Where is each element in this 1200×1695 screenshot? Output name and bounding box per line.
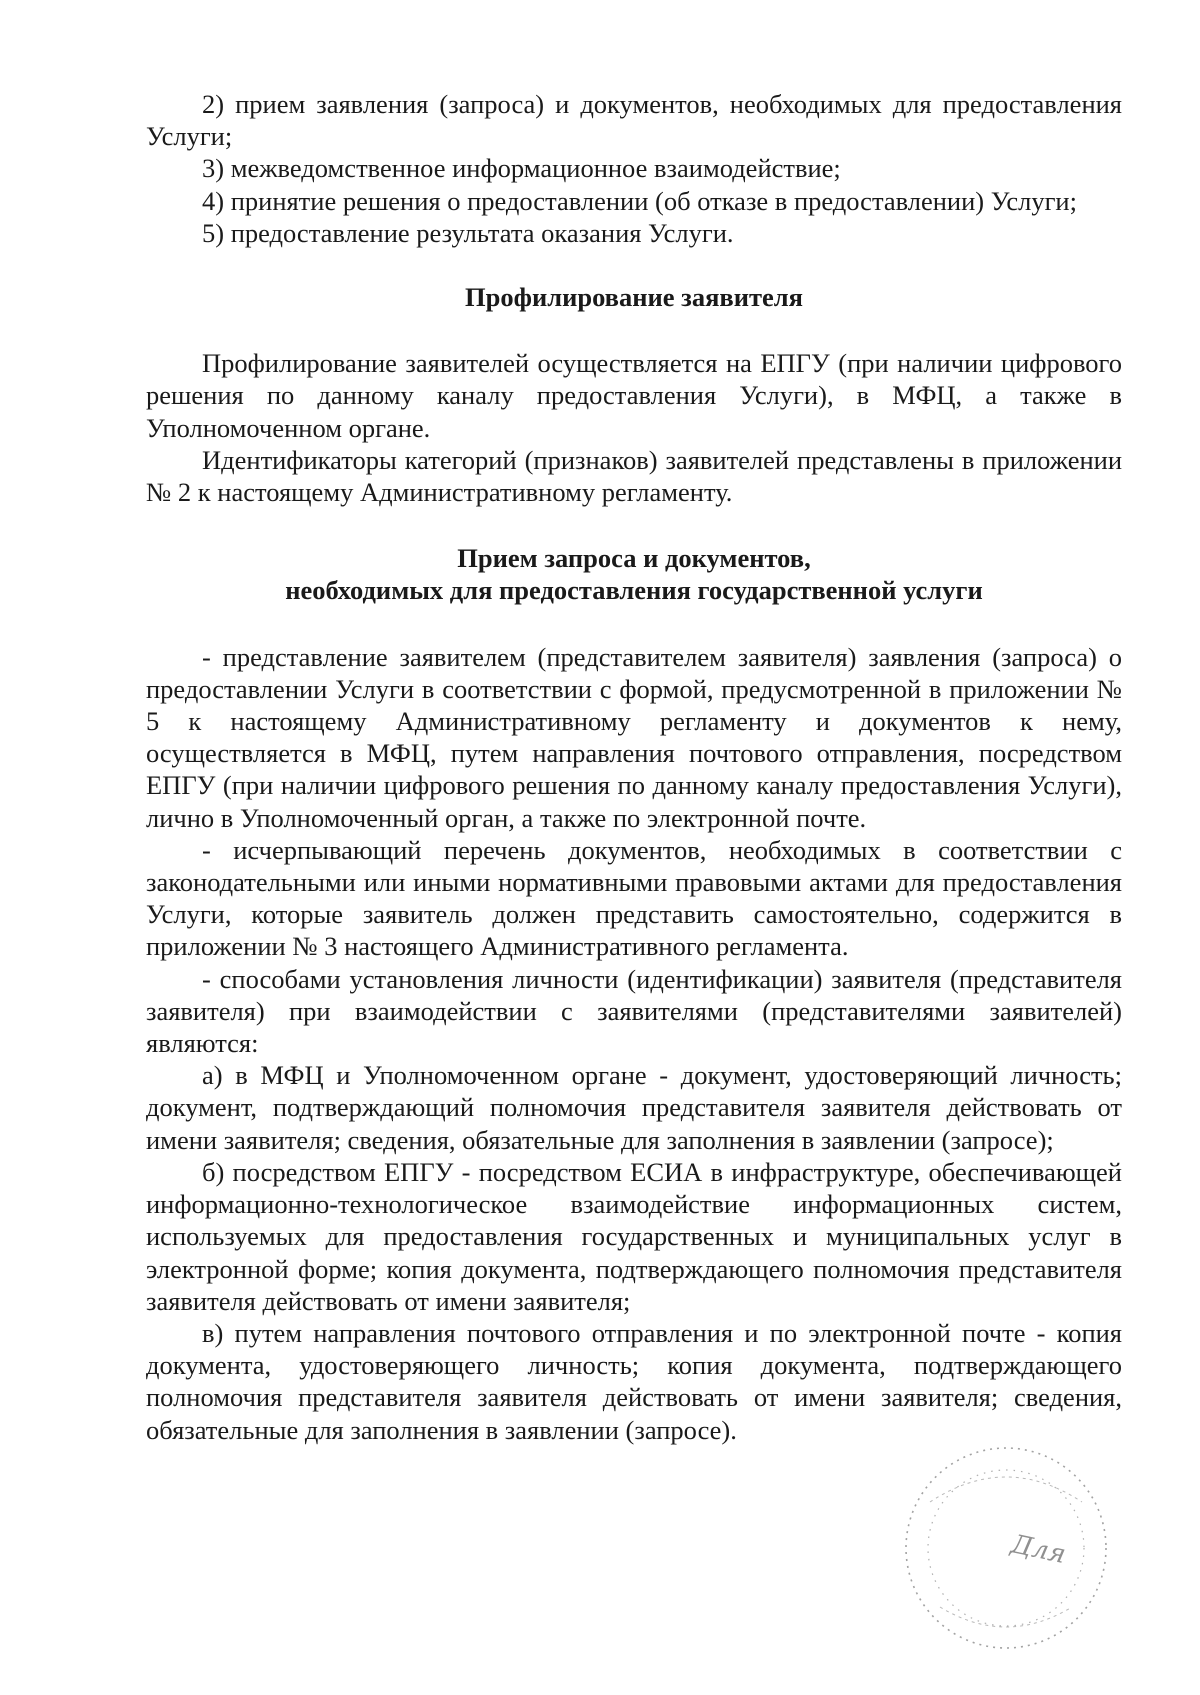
paragraph-profiling-identifiers: Идентификаторы категорий (признаков) заявителей представлены в приложении № 2 к настоящему Административному регламенту. xyxy=(146,444,1122,508)
section-heading-request-line-2: необходимых для предоставления государственной услуги xyxy=(285,575,983,606)
list-item-step-3: 3) межведомственное информационное взаимодействие; xyxy=(202,153,841,184)
list-item-step-2: 2) прием заявления (запроса) и документов, необходимых для предоставления Услуги; xyxy=(146,89,1122,152)
paragraph-method-b: б) посредством ЕПГУ - посредством ЕСИА в инфраструктуре, обеспечивающей информационно-технологическое взаимодействие информационных систем, используемых для предоставления государственных и муниципальных услуг в электронной форме; копия документа, подтверждающего полномочия представителя заявителя действовать от имени заявителя; xyxy=(146,1156,1122,1316)
paragraph-document-list: - исчерпывающий перечень документов, необходимых в соответствии с законодательными или иными нормативными правовыми актами для предоставления Услуги, которые заявитель должен представить самостоятельно, содержится в приложении № 3 настоящего Административного регламента. xyxy=(146,834,1122,962)
paragraph-method-a: а) в МФЦ и Уполномоченном органе - документ, удостоверяющий личность; документ, подтверждающий полномочия представителя заявителя действовать от имени заявителя; сведения, обязательные для заполнения в заявлении (запросе); xyxy=(146,1060,1122,1155)
svg-text:Для: Для xyxy=(1008,1529,1069,1571)
document-page xyxy=(146,88,1122,1446)
paragraph-request-submission: - представление заявителем (представителем заявителя) заявления (запроса) о предоставлении Услуги в соответствии с формой, предусмотренной в приложении № 5 к настоящему Административному регламенту и документов к нему, осуществляется в МФЦ, путем направления почтового отправления, посредством ЕПГУ (при наличии цифрового решения по данному каналу предоставления Услуги), лично в Уполномоченный орган, а также по электронной почте. xyxy=(146,641,1122,833)
section-heading-request-line-1: Прием запроса и документов, xyxy=(457,543,811,574)
paragraph-profiling-channels: Профилирование заявителей осуществляется на ЕПГУ (при наличии цифрового решения по данному каналу предоставления Услуги), в МФЦ, а также в Уполномоченном органе. xyxy=(146,348,1122,443)
paragraph-method-c: в) путем направления почтового отправления и по электронной почте - копия документа, удостоверяющего личность; копия документа, подтверждающего полномочия представителя заявителя действовать от имени заявителя; сведения, обязательные для заполнения в заявлении (запросе). xyxy=(146,1317,1122,1445)
stamp-seal-icon xyxy=(890,1432,1122,1664)
list-item-step-5: 5) предоставление результата оказания Услуги. xyxy=(202,217,734,248)
list-item-step-4: 4) принятие решения о предоставлении (об отказе в предоставлении) Услуги; xyxy=(202,185,1077,216)
paragraph-identification-methods: - способами установления личности (идентификации) заявителя (представителя заявителя) при взаимодействии с заявителями (представителями заявителей) являются: xyxy=(146,963,1122,1059)
section-heading-profiling: Профилирование заявителя xyxy=(465,282,803,313)
